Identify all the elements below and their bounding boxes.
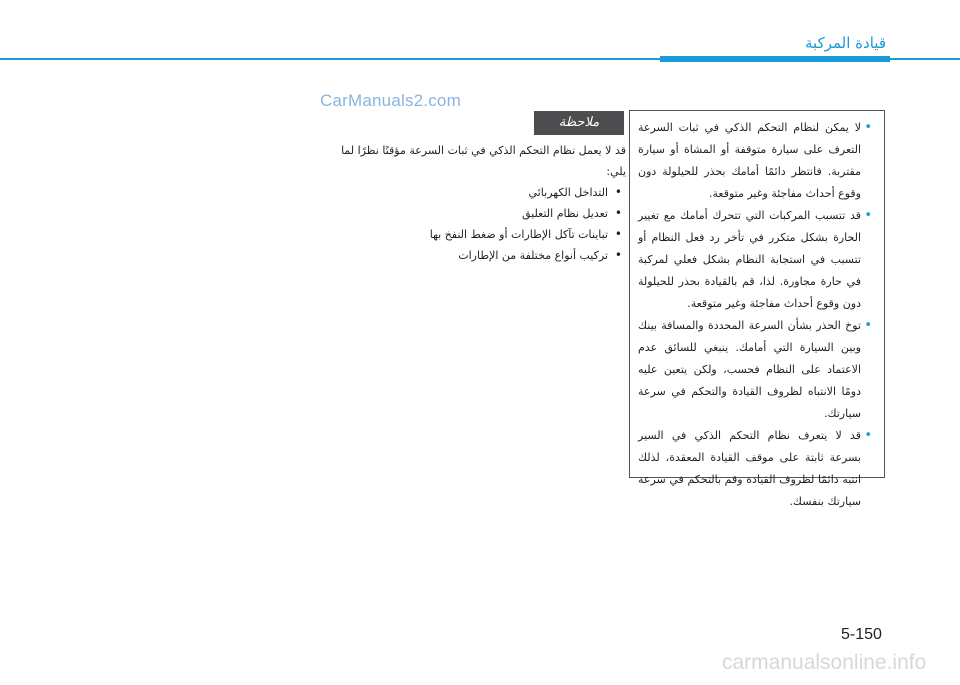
note-heading: ملاحظة: [534, 111, 624, 135]
warning-list: [630, 111, 884, 513]
warning-item: • قد لا يتعرف نظام التحكم الذكي في السير بسرعة ثابتة على موقف القيادة المعقدة، لذلك انتبه دائمًا لظروف القيادة وقم بالتحكم في سرعة سيارتك بنفسك.: [638, 425, 872, 513]
header-accent-bar: [660, 56, 890, 62]
warning-item: • لا يمكن لنظام التحكم الذكي في ثبات السرعة التعرف على سيارة متوقفة أو المشاة أو سيارة مقتربة. فانتظر دائمًا أمامك بحذر للحيلولة دون وقوع أحداث مفاجئة وغير متوقعة.: [638, 117, 872, 205]
note-block: [340, 140, 626, 266]
footer-watermark: carmanualsonline.info: [722, 651, 927, 674]
note-intro: قد لا يعمل نظام التحكم الذكي في ثبات السرعة مؤقتًا نظرًا لما يلي:: [341, 144, 626, 178]
note-list: [340, 182, 626, 266]
section-title: قيادة المركبة: [805, 34, 886, 52]
note-item: • التداخل الكهربائي: [340, 182, 626, 203]
warning-item: • قد تتسبب المركبات التي تتحرك أمامك مع تغيير الحارة بشكل متكرر في تأخر رد فعل النظام أو تتسبب في استجابة النظام بشكل فعلي لمركبة في حارة مجاورة. لذا، قم بالقيادة بحذر للحيلولة دون وقوع أحداث مفاجئة وغير متوقعة.: [638, 205, 872, 315]
note-item: • تركيب أنواع مختلفة من الإطارات: [340, 245, 626, 266]
note-item: • تعديل نظام التعليق: [340, 203, 626, 224]
warning-box: [629, 110, 885, 508]
warning-item: • توخ الحذر بشأن السرعة المحددة والمسافة بينك وبين السيارة التي أمامك. ينبغي للسائق عدم الاعتماد على النظام فحسب، ولكن يتعين عليه دومًا الانتباه لظروف القيادة والتحكم في سرعة سيارتك.: [638, 315, 872, 425]
site-watermark: CarManuals2.com: [320, 91, 461, 110]
note-item: • تباينات تآكل الإطارات أو ضغط النفخ بها: [340, 224, 626, 245]
page-number: 5-150: [841, 626, 882, 643]
